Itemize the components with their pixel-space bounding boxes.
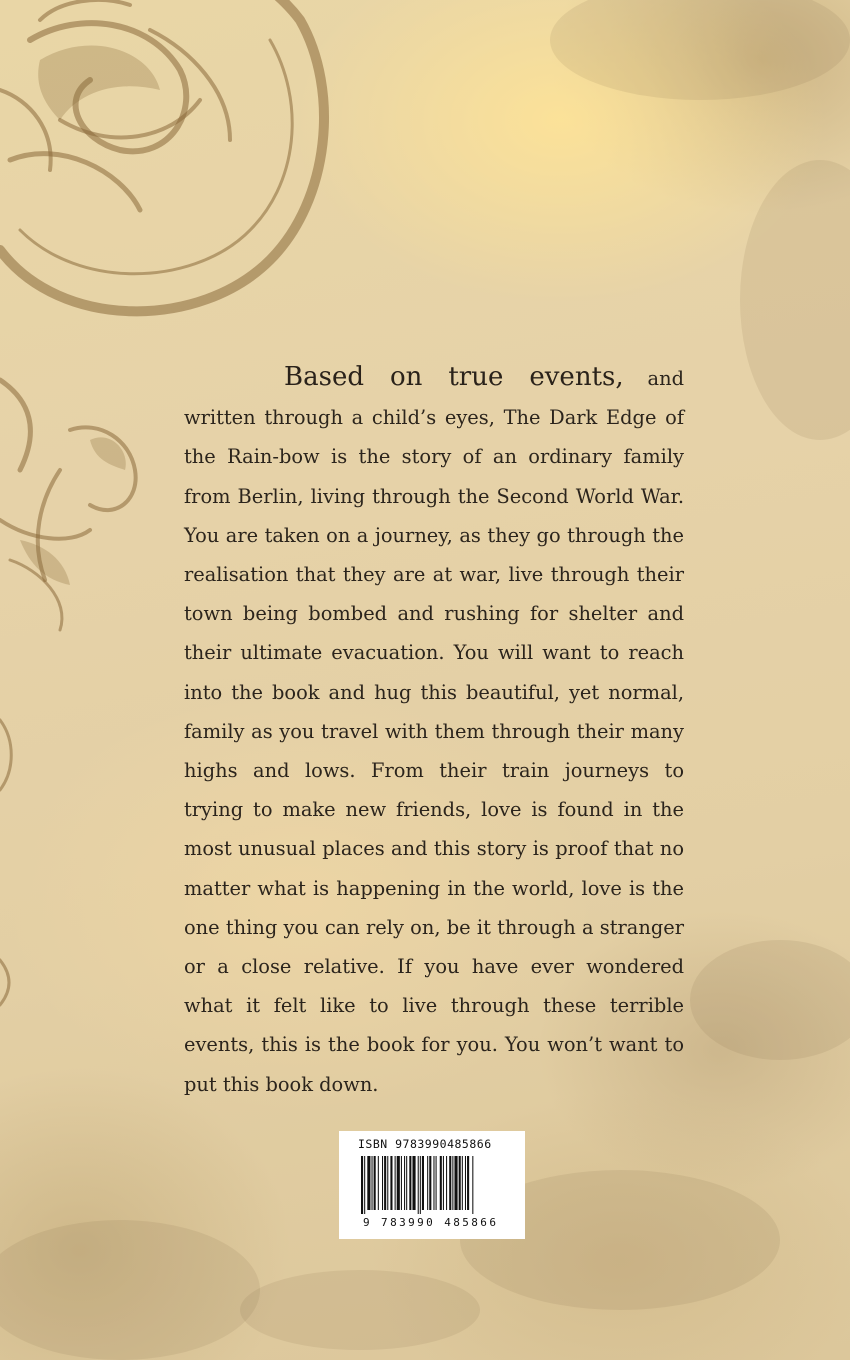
barcode-bar: [472, 1156, 473, 1214]
blurb-body: and written through a child’s eyes, The Dark Edge of the Rain-bow is the story of an ordinary family from Berlin, living through the Second World War. You are taken on a journey, as they go through the realisation that they are at war, live through their town being bombed and rushing for shelter and their ultimate evacuation. You will want to reach into the book and hug this beautiful, yet normal, family as you travel with them through their many highs and lows. From their train journeys to trying to make new friends, love is found in the most unusual places and this story is proof that no matter what is happening in the world, love is the one thing you can rely on, be it through a stranger or a close relative. If you have ever wondered what it felt like to live through these terrible events, this is the book for you. You won’t want to put this book down.: [184, 367, 684, 1096]
blurb-lead: Based on true events,: [284, 362, 624, 392]
barcode-bar: [397, 1156, 400, 1210]
barcode-bar: [395, 1156, 396, 1210]
isbn-barcode: [339, 1131, 525, 1239]
barcode-bar: [449, 1156, 451, 1210]
barcode-bar: [443, 1156, 444, 1210]
barcode-bar: [446, 1156, 447, 1210]
barcode-bar: [440, 1156, 442, 1210]
barcode-bar: [412, 1156, 415, 1210]
barcode-bar: [452, 1156, 453, 1210]
barcode-digits: 9 783990 485866: [363, 1216, 499, 1229]
barcode-bar: [467, 1156, 469, 1210]
barcode-bar: [390, 1156, 392, 1210]
barcode-bar: [387, 1156, 388, 1210]
barcode-bar: [436, 1156, 437, 1210]
barcode-bar: [372, 1156, 373, 1210]
isbn-label: ISBN 9783990485866: [358, 1137, 492, 1151]
back-cover-blurb: [184, 358, 684, 1104]
barcode-bar: [361, 1156, 363, 1214]
barcode-bar: [418, 1156, 419, 1214]
barcode-bar: [429, 1156, 431, 1210]
barcode-bar: [465, 1156, 466, 1210]
barcode-bar: [433, 1156, 434, 1210]
barcode-bar: [367, 1156, 370, 1210]
barcode-bar: [420, 1156, 421, 1214]
barcode-bar: [454, 1156, 457, 1210]
barcode-bar: [404, 1156, 405, 1210]
barcode-bar: [422, 1156, 424, 1210]
barcode-bar: [364, 1156, 365, 1214]
barcode-bar: [427, 1156, 428, 1210]
barcode-bar: [384, 1156, 386, 1210]
barcode-bar: [459, 1156, 461, 1210]
barcode-bar: [406, 1156, 407, 1210]
barcode-bar: [462, 1156, 463, 1210]
barcode-bar: [378, 1156, 379, 1210]
barcode-bar: [382, 1156, 383, 1210]
barcode-bar: [409, 1156, 411, 1210]
barcode-bar: [374, 1156, 376, 1210]
barcode-bar: [401, 1156, 402, 1210]
barcode-bars: [361, 1156, 505, 1214]
